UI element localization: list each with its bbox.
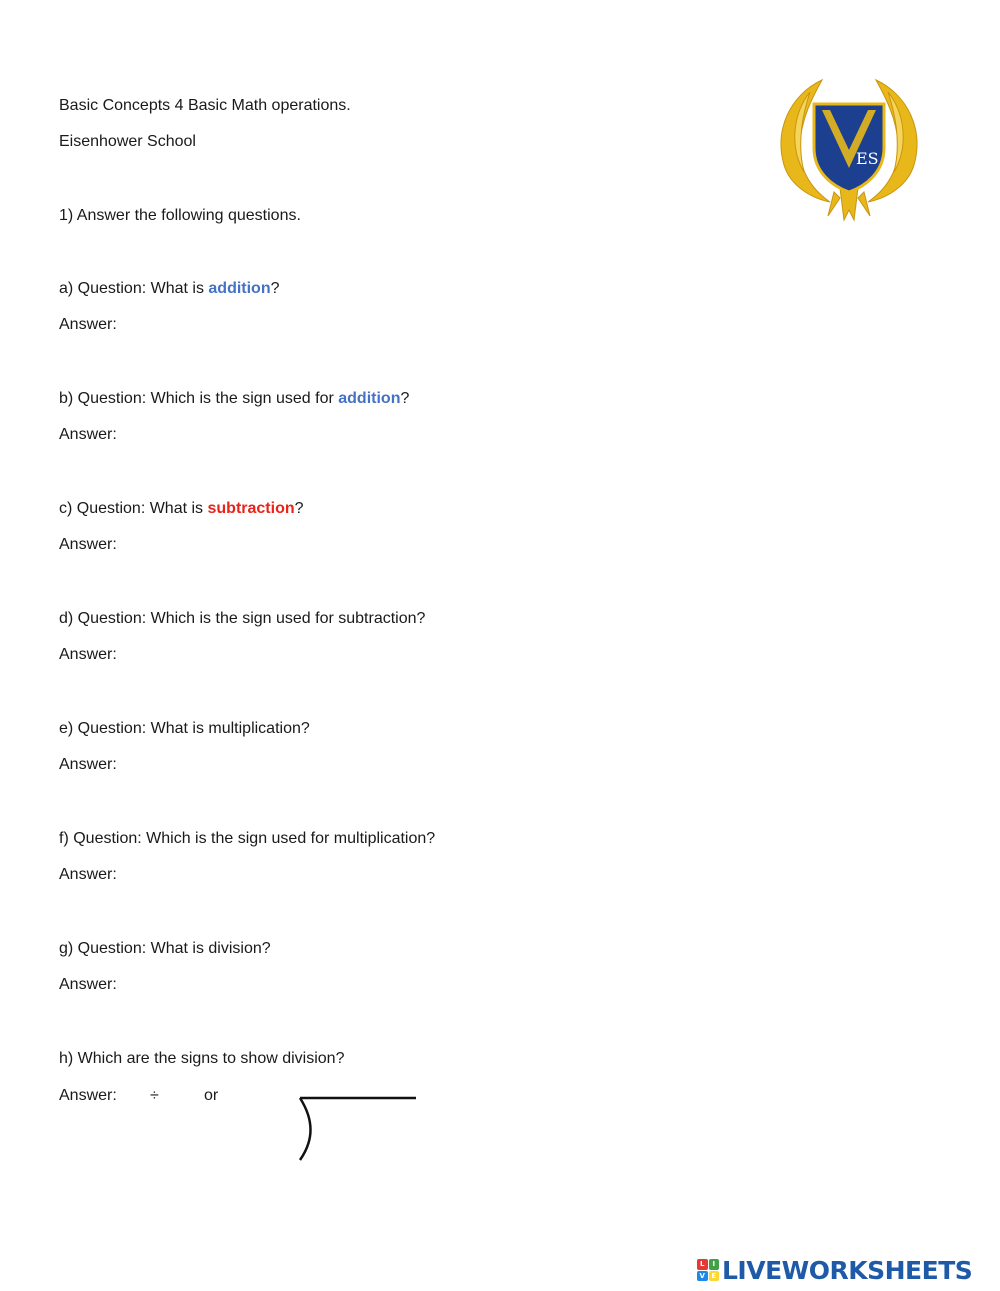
- term-subtraction: subtraction: [207, 500, 295, 517]
- answer-label-g: Answer:: [59, 976, 117, 993]
- question-a: a) Question: What is addition?: [59, 280, 280, 297]
- liveworksheets-text: LIVEWORKSHEETS: [722, 1255, 973, 1285]
- answer-label-a: Answer:: [59, 316, 117, 333]
- logo-lettering: ES: [856, 149, 879, 168]
- answer-label-b: Answer:: [59, 426, 117, 443]
- question-c: c) Question: What is subtraction?: [59, 500, 304, 517]
- question-f: f) Question: Which is the sign used for multiplication?: [59, 830, 436, 847]
- question-d: d) Question: Which is the sign used for subtraction?: [59, 610, 426, 627]
- school-name: Eisenhower School: [59, 133, 196, 150]
- long-division-bracket: [292, 1092, 422, 1164]
- worksheet-title: Basic Concepts 4 Basic Math operations.: [59, 97, 351, 114]
- answer-label-d: Answer:: [59, 646, 117, 663]
- liveworksheets-watermark: [697, 1255, 972, 1285]
- liveworksheets-icon: L I V E: [697, 1259, 719, 1281]
- question-b: b) Question: Which is the sign used for addition?: [59, 390, 410, 407]
- answer-label-h: Answer:: [59, 1087, 117, 1104]
- division-sign: ÷: [150, 1087, 159, 1104]
- question-h: h) Which are the signs to show division?: [59, 1050, 345, 1067]
- term-addition: addition: [208, 280, 271, 297]
- question-e: e) Question: What is multiplication?: [59, 720, 310, 737]
- answer-label-f: Answer:: [59, 866, 117, 883]
- question-g: g) Question: What is division?: [59, 940, 271, 957]
- answer-label-c: Answer:: [59, 536, 117, 553]
- school-logo: [770, 70, 928, 228]
- term-addition: addition: [338, 390, 401, 407]
- answer-label-e: Answer:: [59, 756, 117, 773]
- instruction: 1) Answer the following questions.: [59, 207, 301, 224]
- or-text: or: [204, 1087, 219, 1104]
